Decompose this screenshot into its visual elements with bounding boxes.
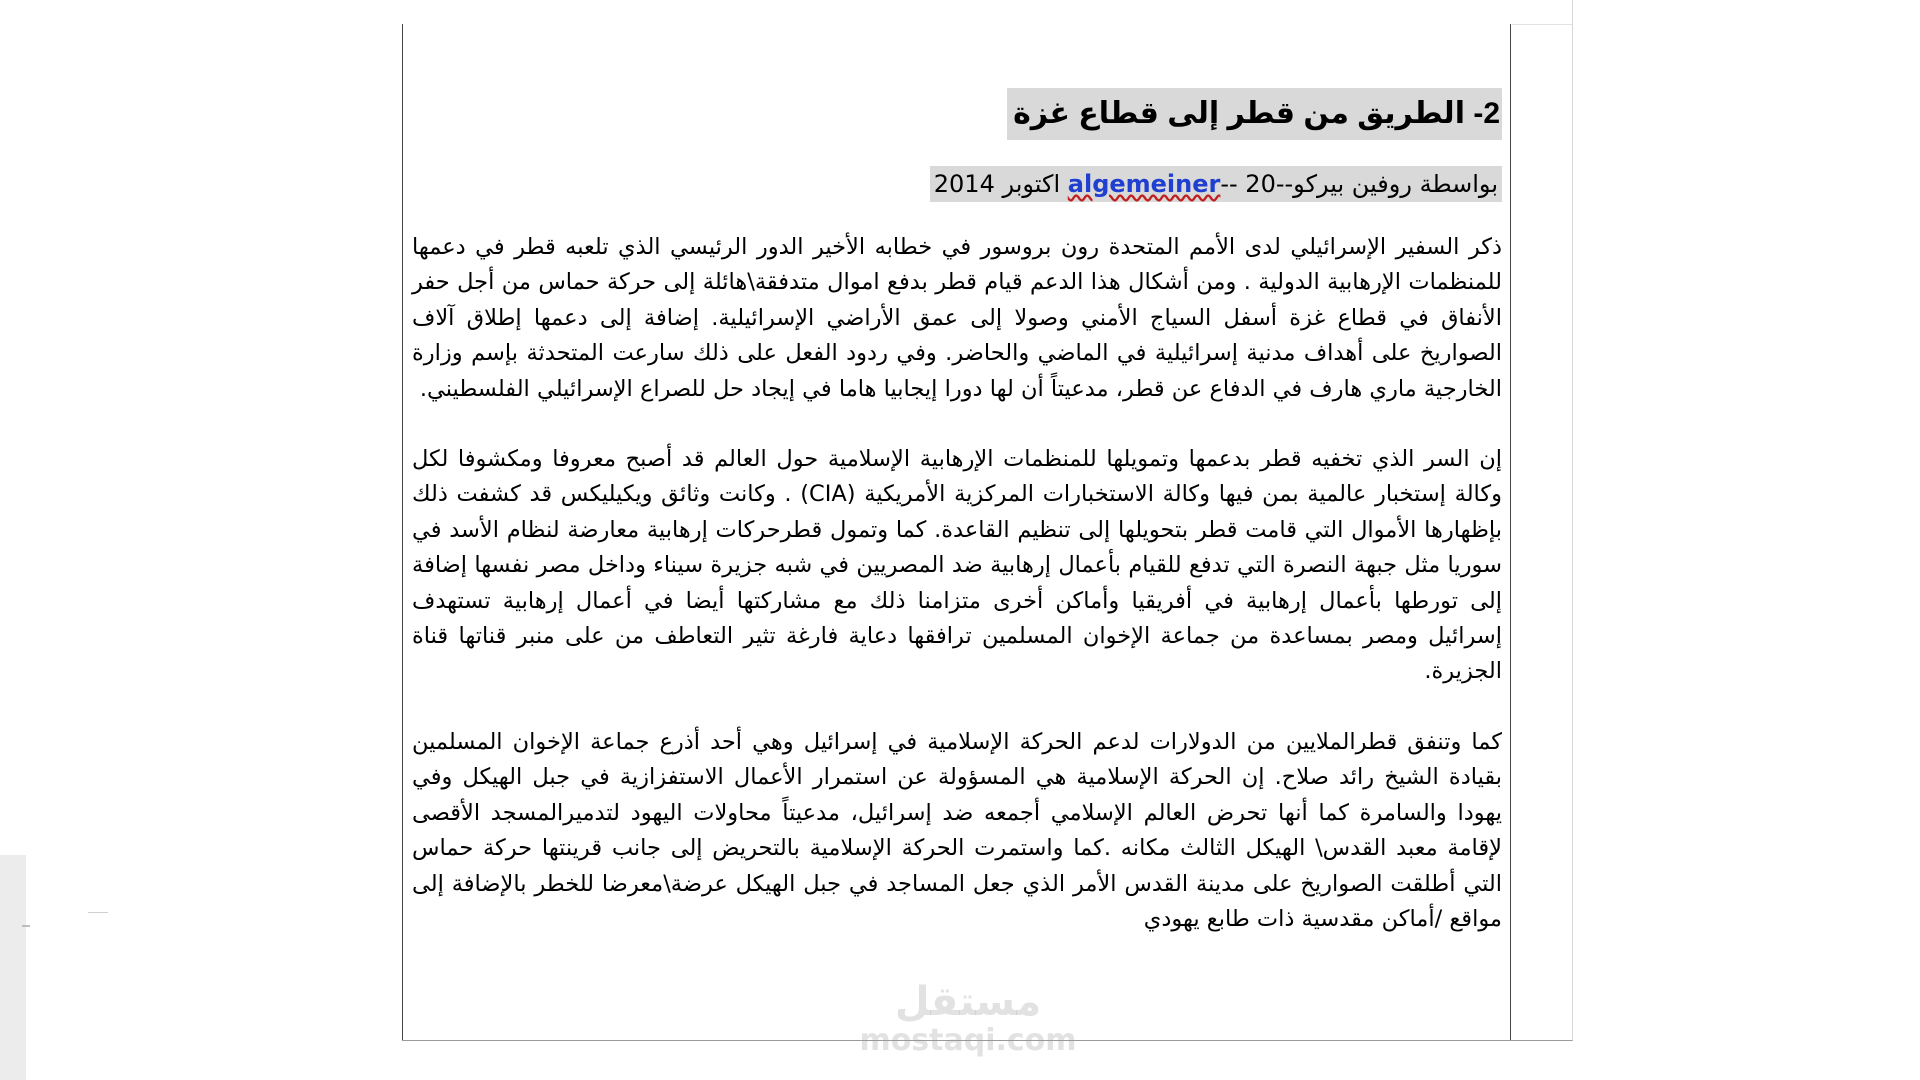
left-gutter-panel <box>0 855 26 1080</box>
gutter-tick <box>22 925 30 927</box>
document-body[interactable] <box>412 88 1502 937</box>
title-block <box>412 88 1502 140</box>
source-link[interactable]: algemeiner <box>1067 170 1221 198</box>
watermark-arabic: مستقل <box>894 979 1042 1025</box>
byline-block <box>412 166 1502 202</box>
byline <box>930 166 1502 202</box>
byline-author: بواسطة روفين بيركو-- <box>1275 170 1498 198</box>
paragraph-2: إن السر الذي تخفيه قطر بدعمها وتمويلها للمنظمات الإرهابية الإسلامية حول العالم قد أصبح معروفا ومكشوفا لكل وكالة إستخبار عالمية بمن فيها وكالة الاستخبارات المركزية الأمريكية (CIA) . وكانت وثائق ويكيليكس قد كشفت ذلك بإظهارها الأموال التي قامت قطر بتحويلها إلى تنظيم القاعدة. كما وتمول قطرحركات إرهابية معارضة لنظام الأسد في سوريا مثل جبهة النصرة التي تدفع للقيام بأعمال إرهابية ضد المصريين في شبه جزيرة سيناء وداخل مصر نفسها إضافة إلى تورطها بأعمال إرهابية في أفريقيا وأماكن أخرى متزامنا ذلك مع مشاركتها أيضا في أعمال إرهابية تستهدف إسرائيل ومصر بمساعدة من جماعة الإخوان المسلمين ترافقها دعاية فارغة تثير التعاطف من على منبر قناتها قناة الجزيرة. <box>412 446 1502 685</box>
document-title: 2- الطريق من قطر إلى قطاع غزة <box>1007 88 1502 140</box>
paragraph-3: كما وتنفق قطرالملايين من الدولارات لدعم الحركة الإسلامية في إسرائيل وهي أحد أذرع جماعة الإخوان المسلمين بقيادة الشيخ رائد صلاح. إن الحركة الإسلامية هي المسؤولة عن استمرار الأعمال الاستفزازية في جبل الهيكل وفي يهودا والسامرة كما أنها تحرض العالم الإسلامي أجمعه ضد إسرائيل، مدعيتاً محاولات اليهود لتدميرالمسجد الأقصى لإقامة معبد القدس\ الهيكل الثالث مكانه .كما واستمرت الحركة الإسلامية بالتحريض إلى جانب قرينتها حركة حماس التي أطلقت الصواريخ على مدينة القدس الأمر الذي جعل المساجد في جبل الهيكل عرضة\معرضا للخطر بالإضافة إلى مواقع /أماكن مقدسية ذات طابع يهودي <box>412 728 1502 932</box>
gutter-tick <box>88 912 108 913</box>
right-margin-line <box>1510 24 1511 1040</box>
page-top-edge <box>1512 24 1572 25</box>
watermark-latin: mostaqi.com <box>859 1023 1077 1058</box>
byline-date: -- 20 اكتوبر 2014 <box>933 170 1276 198</box>
left-margin-line <box>402 24 403 1040</box>
paragraph-1: ذكر السفير الإسرائيلي لدى الأمم المتحدة رون بروسور في خطابه الأخير الدور الرئيسي الذي تلعبه قطر في دعمها للمنظمات الإرهابية الدولية . ومن أشكال هذا الدعم قيام قطر بدفع اموال متدفقة\هائلة إلى حركة حماس من أجل حفر الأنفاق في قطاع غزة أسفل السياج الأمني وصولا إلى عمق الأراضي الإسرائيلية. إضافة إلى دعمها إطلاق آلاف الصواريخ على أهداف مدنية إسرائيلية في الماضي والحاضر. وفي ردود الفعل على ذلك سارعت المتحدثة بإسم وزارة الخارجية ماري هارف في الدفاع عن قطر، مدعيتاً أن لها دورا إيجابيا هاما في إيجاد حل للصراع الإسرائيلي الفلسطيني. <box>412 234 1502 402</box>
